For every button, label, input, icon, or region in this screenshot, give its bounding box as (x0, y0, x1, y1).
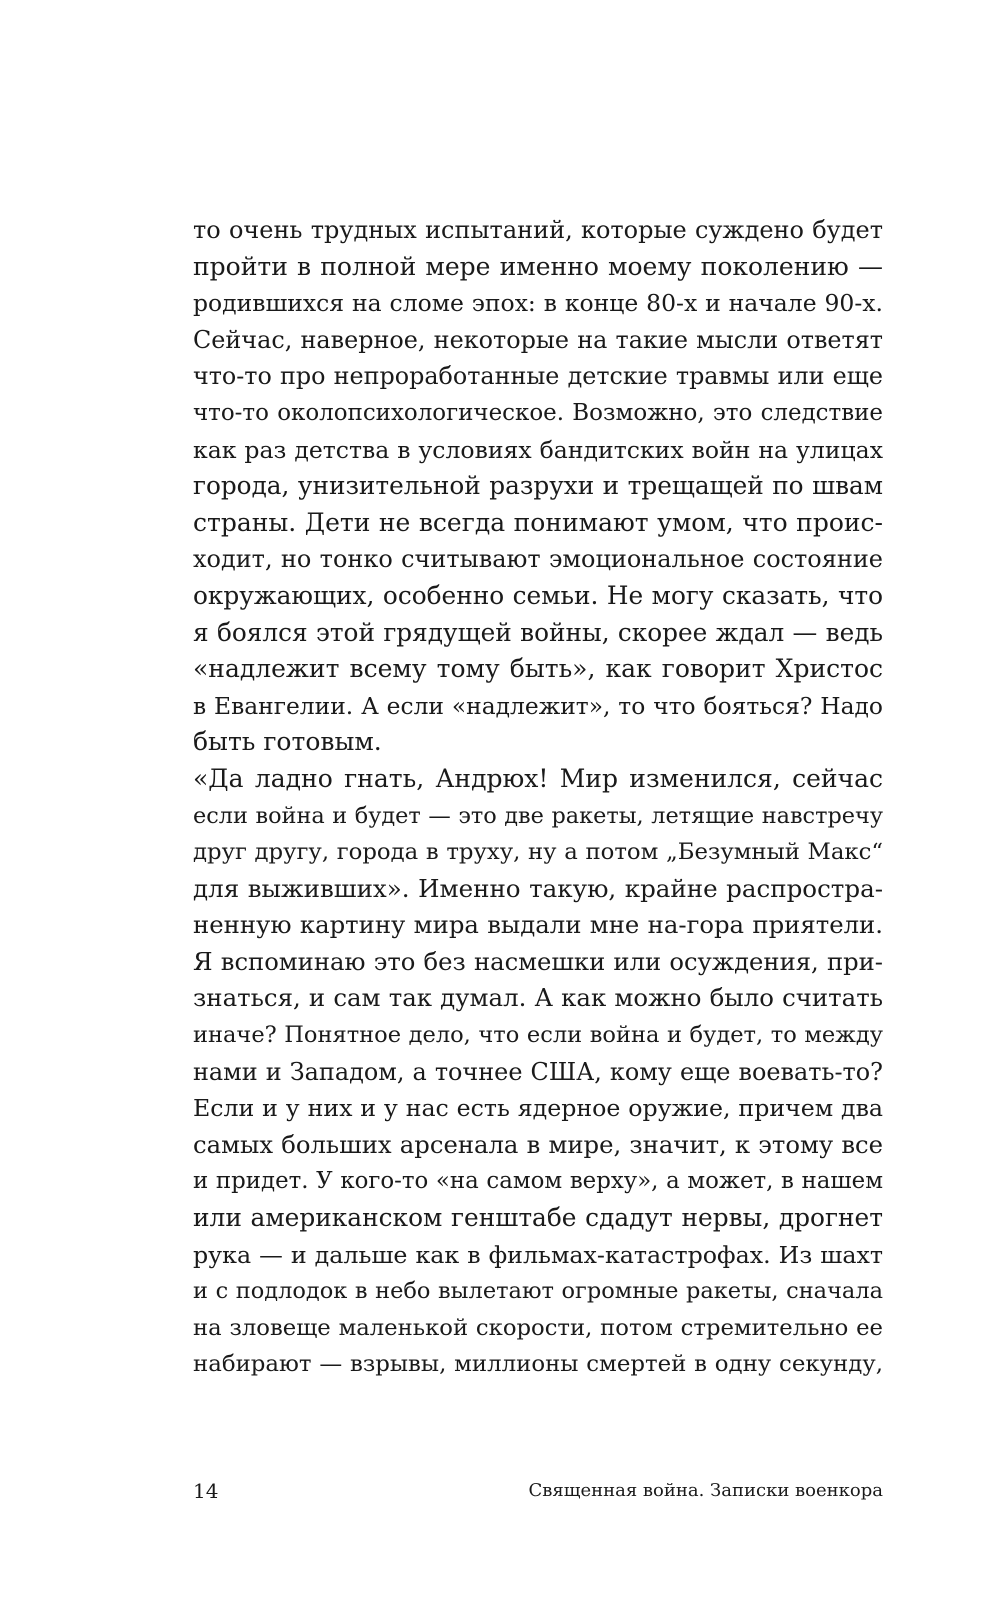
text-line: друг другу, города в труху, ну а потом „Безумный Макс“ (193, 839, 883, 866)
text-line: на зловеще маленькой скорости, потом стремительно ее (193, 1314, 883, 1341)
text-line: быть готовым. (193, 727, 382, 757)
text-line: в Евангелии. А если «надлежит», то что бояться? Надо (193, 691, 883, 720)
text-line: я боялся этой грядущей войны, скорее ждал — ведь (193, 617, 883, 647)
text-line: города, унизительной разрухи и трещащей по швам (193, 471, 883, 501)
text-line: что-то околопсихологическое. Возможно, это следствие (193, 399, 883, 426)
page-number: 14 (193, 1479, 219, 1503)
text-line: как раз детства в условиях бандитских войн на улицах (193, 435, 883, 464)
text-line: для выживших». Именно такую, крайне распростра- (193, 873, 883, 903)
text-line: нами и Западом, а точнее США, кому еще воевать-то? (193, 1057, 883, 1086)
text-line: Если и у них и у нас есть ядерное оружие, причем два (193, 1094, 883, 1123)
text-line: или американском генштабе сдадут нервы, дрогнет (193, 1203, 883, 1233)
page-footer (193, 1476, 883, 1506)
text-line: ненную картину мира выдали мне на-гора приятели. (193, 910, 883, 940)
text-line: что-то про непроработанные детские травмы или еще (193, 362, 883, 391)
text-line: пройти в полной мере именно моему поколению — (193, 251, 883, 281)
text-line: и придет. У кого-то «на самом верху», а может, в нашем (193, 1168, 883, 1195)
text-line: знаться, и сам так думал. А как можно было считать (193, 983, 883, 1013)
text-line: самых больших арсенала в мире, значит, к этому все (193, 1129, 883, 1159)
text-line: если война и будет — это две ракеты, летящие навстречу (193, 802, 883, 829)
text-line: родившихся на сломе эпох: в конце 80-х и начале 90-х. (193, 289, 883, 318)
text-line: набирают — взрывы, миллионы смертей в одну секунду, (193, 1351, 883, 1378)
text-line: Я вспоминаю это без насмешки или осуждения, при- (193, 946, 883, 976)
text-line: рука — и дальше как в фильмах-катастрофах. Из шахт (193, 1240, 883, 1269)
text-line: и с подлодок в небо вылетают огромные ракеты, сначала (193, 1278, 883, 1305)
text-line: «Да ладно гнать, Андрюх! Мир изменился, сейчас (193, 763, 883, 793)
text-line: окружающих, особенно семьи. Не могу сказать, что (193, 580, 883, 610)
text-line: страны. Дети не всегда понимают умом, что проис- (193, 507, 883, 537)
running-title: Священная война. Записки военкора (528, 1480, 883, 1501)
text-line: Сейчас, наверное, некоторые на такие мысли ответят (193, 325, 883, 354)
text-line: ходит, но тонко считывают эмоциональное состояние (193, 545, 883, 574)
text-line: то очень трудных испытаний, которые суждено будет (193, 216, 883, 244)
text-line: «надлежит всему тому быть», как говорит Христос (193, 654, 883, 684)
body-text (193, 212, 883, 1383)
text-line: иначе? Понятное дело, что если война и будет, то между (193, 1022, 883, 1049)
